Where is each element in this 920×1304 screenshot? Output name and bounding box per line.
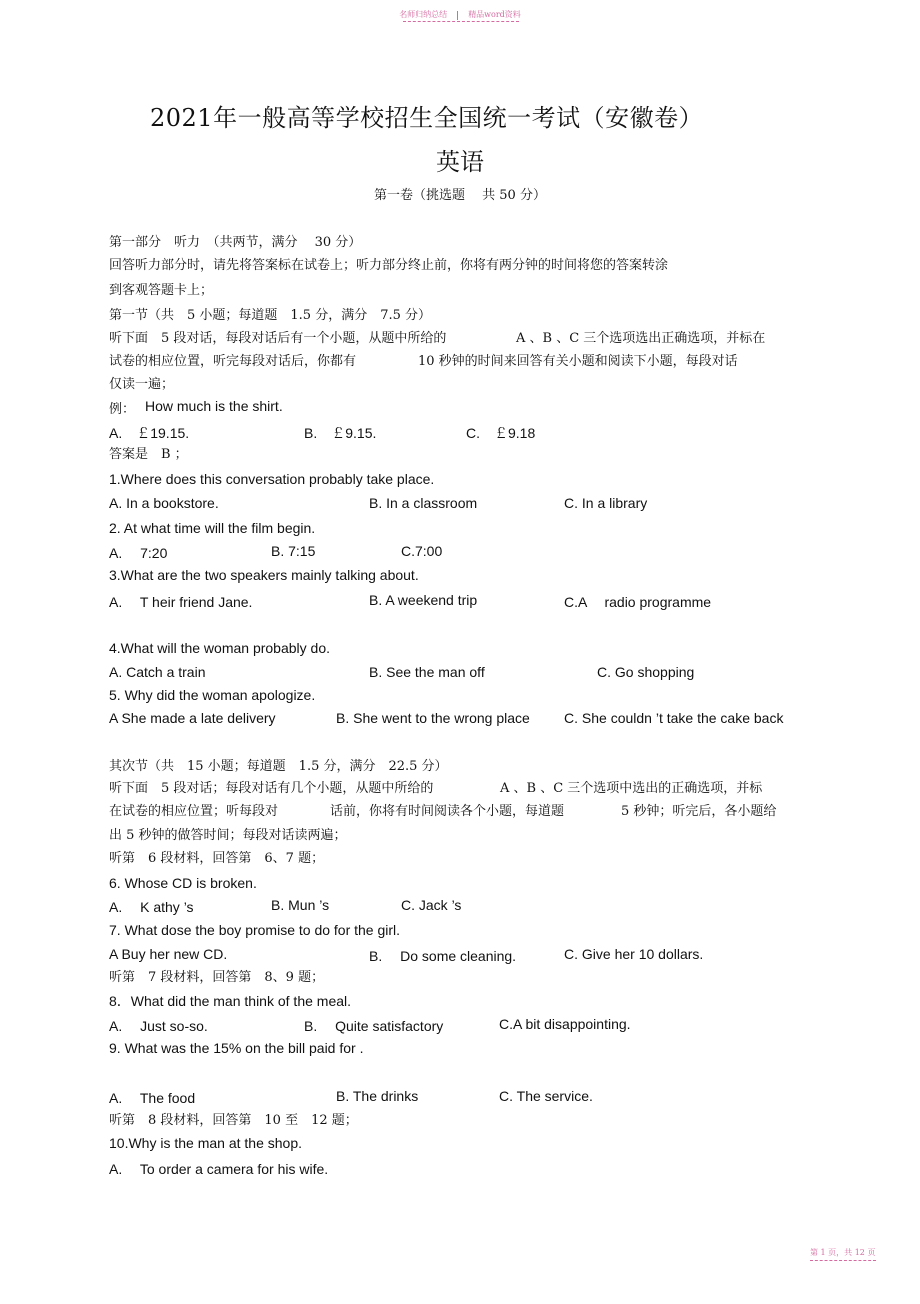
option-c: C. In a library [564, 495, 648, 511]
instruction-line: A 、B 、C 三个选项中选出的正确选项，并标 [500, 781, 763, 796]
option-b: B. She went to the wrong place [336, 710, 530, 726]
question-4: 4.What will the woman probably do. [109, 640, 330, 656]
option-a: A. K athy ’s [109, 899, 194, 915]
option-c: C. ￡9.18 [466, 425, 536, 441]
question-8: 8．What did the man think of the meal. [109, 993, 352, 1009]
option-a: A. To order a camera for his wife. [109, 1161, 329, 1177]
option-c: C. She couldn ’t take the cake back [564, 710, 784, 726]
option-b: B. Mun ’s [271, 897, 330, 913]
option-a: A. T heir friend Jane. [109, 594, 253, 610]
option-b: B. The drinks [336, 1088, 419, 1104]
instruction-line: A 、B 、C 三个选项选出正确选项，并标在 [516, 331, 766, 346]
header-dashed-line [403, 21, 519, 22]
page-header [0, 9, 920, 20]
section-heading: 第一部分 听力 （共两节，满分 30 分） [109, 235, 362, 250]
option-c: C.7:00 [401, 543, 443, 559]
example-question: How much is the shirt. [145, 398, 283, 414]
option-c: C.A bit disappointing. [499, 1016, 631, 1032]
option-a: A She made a late delivery [109, 710, 276, 726]
question-5: 5. Why did the woman apologize. [109, 687, 316, 703]
example-label: 例： [109, 402, 136, 417]
question-2: 2. At what time will the film begin. [109, 520, 316, 536]
page-number: 第 1 页，共 12 页 [810, 1248, 876, 1257]
option-b: B. See the man off [369, 664, 485, 680]
option-c: C. The service. [499, 1088, 593, 1104]
instruction-line: 回答听力部分时，请先将答案标在试卷上；听力部分终止前，你将有两分钟的时间将您的答案转涂 [109, 258, 669, 273]
question-1: 1.Where does this conversation probably take place. [109, 471, 435, 487]
option-a: A. Just so-so. [109, 1018, 208, 1034]
instruction-line: 出 5 秒钟的做答时间；每段对话读两遍； [109, 828, 347, 843]
option-c: C. Jack ’s [401, 897, 462, 913]
option-a: A. 7:20 [109, 545, 168, 561]
instruction-line: 试卷的相应位置，听完每段对话后，你都有 [109, 354, 357, 369]
instruction-line: 听下面 5 段对话，每段对话后有一个小题，从题中所给的 [109, 331, 447, 346]
header-right: 精品word资料 [468, 10, 521, 19]
option-a: A. In a bookstore. [109, 495, 219, 511]
footer-dashed-line [810, 1260, 876, 1261]
option-c: C. Give her 10 dollars. [564, 946, 704, 962]
option-a: A Buy her new CD. [109, 946, 228, 962]
material-heading: 听第 8 段材料，回答第 10 至 12 题； [109, 1113, 358, 1128]
question-10: 10.Why is the man at the shop. [109, 1135, 302, 1151]
instruction-line: 仅读一遍； [109, 377, 175, 392]
option-a: A. Catch a train [109, 664, 206, 680]
option-b: B. ￡9.15. [304, 425, 377, 441]
header-divider [457, 11, 458, 20]
instruction-line: 听下面 5 段对话；每段对话有几个小题，从题中所给的 [109, 781, 434, 796]
instruction-line: 10 秒钟的时间来回答有关小题和阅读下小题，每段对话 [418, 354, 738, 369]
subsection-heading: 其次节（共 15 小题；每道题 1.5 分，满分 22.5 分） [109, 759, 448, 774]
instruction-line: 话前，你将有时间阅读各个小题，每道题 [330, 804, 565, 819]
option-b: B. Quite satisfactory [304, 1018, 444, 1034]
option-c: C.A radio programme [564, 594, 712, 610]
question-3: 3.What are the two speakers mainly talking about. [109, 567, 419, 583]
option-a: A. The food [109, 1090, 196, 1106]
question-6: 6. Whose CD is broken. [109, 875, 257, 891]
instruction-line: 在试卷的相应位置；听每段对 [109, 804, 279, 819]
question-7: 7. What dose the boy promise to do for the girl. [109, 922, 401, 938]
subject-title: 英语 [436, 148, 484, 176]
option-c: C. Go shopping [597, 664, 695, 680]
header-left: 名师归纳总结 [399, 10, 448, 19]
option-b: B. 7:15 [271, 543, 316, 559]
option-b: B. A weekend trip [369, 592, 478, 608]
option-b: B. Do some cleaning. [369, 948, 517, 964]
option-b: B. In a classroom [369, 495, 478, 511]
option-a: A. ￡19.15. [109, 425, 190, 441]
material-heading: 听第 7 段材料，回答第 8、9 题； [109, 970, 325, 985]
part-title: 第一卷（挑选题 共 50 分） [374, 188, 546, 203]
instruction-line: 到客观答题卡上； [109, 283, 214, 298]
example-answer: 答案是 B ； [109, 447, 188, 462]
exam-title: 2021年一般高等学校招生全国统一考试（安徽卷） [150, 104, 704, 132]
question-9: 9. What was the 15% on the bill paid for . [109, 1040, 364, 1056]
material-heading: 听第 6 段材料，回答第 6、7 题； [109, 851, 325, 866]
subsection-heading: 第一节（共 5 小题；每道题 1.5 分，满分 7.5 分） [109, 308, 432, 323]
instruction-line: 5 秒钟；听完后，各小题给 [621, 804, 777, 819]
